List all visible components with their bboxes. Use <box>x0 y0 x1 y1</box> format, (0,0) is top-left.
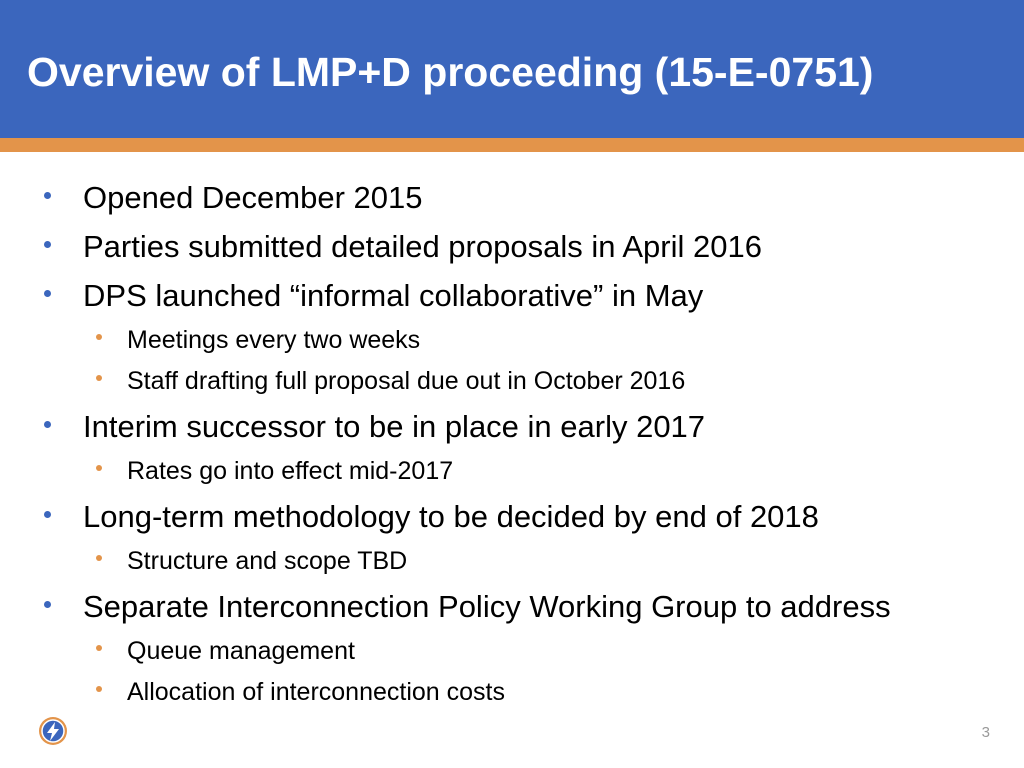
bullet-item <box>83 278 703 314</box>
bullet-text: Opened December 2015 <box>83 180 423 215</box>
bullet-dot-icon <box>96 334 102 340</box>
bullet-text: Parties submitted detailed proposals in April 2016 <box>83 229 762 264</box>
bullet-text: Meetings every two weeks <box>127 326 421 354</box>
bullet-text: Structure and scope TBD <box>127 547 408 575</box>
bullet-text: Staff drafting full proposal due out in October 2016 <box>127 367 686 395</box>
sub-bullet-item <box>127 677 505 707</box>
lightning-bolt-icon-graphic <box>38 716 68 746</box>
bullet-dot-icon <box>96 645 102 651</box>
sub-bullet-item <box>127 366 685 396</box>
page-number: 3 <box>981 724 990 741</box>
bullet-item <box>83 229 762 265</box>
lightning-bolt-icon <box>38 716 68 746</box>
bullet-dot-icon <box>96 555 102 561</box>
bullet-text: Interim successor to be in place in early 2017 <box>83 409 706 444</box>
bullet-dot-icon <box>44 601 51 608</box>
bullet-text: Separate Interconnection Policy Working Group to address <box>83 589 891 624</box>
bullet-text: Long-term methodology to be decided by end of 2018 <box>83 499 819 534</box>
bullet-dot-icon <box>44 241 51 248</box>
bullet-text: Rates go into effect mid-2017 <box>127 457 454 485</box>
slide-title: Overview of LMP+D proceeding (15-E-0751) <box>27 49 874 95</box>
bullet-dot-icon <box>44 192 51 199</box>
bullet-item <box>83 499 819 535</box>
bullet-dot-icon <box>44 511 51 518</box>
bullet-text: DPS launched “informal collaborative” in May <box>83 278 704 313</box>
bullet-item <box>83 409 705 445</box>
bullet-dot-icon <box>96 465 102 471</box>
bullet-item <box>83 589 891 625</box>
bullet-dot-icon <box>44 421 51 428</box>
bullet-text: Queue management <box>127 637 355 665</box>
sub-bullet-item <box>127 456 453 486</box>
bullet-dot-icon <box>44 290 51 297</box>
sub-bullet-item <box>127 636 355 666</box>
bullet-text: Allocation of interconnection costs <box>127 678 505 706</box>
bullet-dot-icon <box>96 375 102 381</box>
bullet-dot-icon <box>96 686 102 692</box>
bullet-item <box>83 180 423 216</box>
sub-bullet-item <box>127 325 420 355</box>
sub-bullet-item <box>127 546 407 576</box>
